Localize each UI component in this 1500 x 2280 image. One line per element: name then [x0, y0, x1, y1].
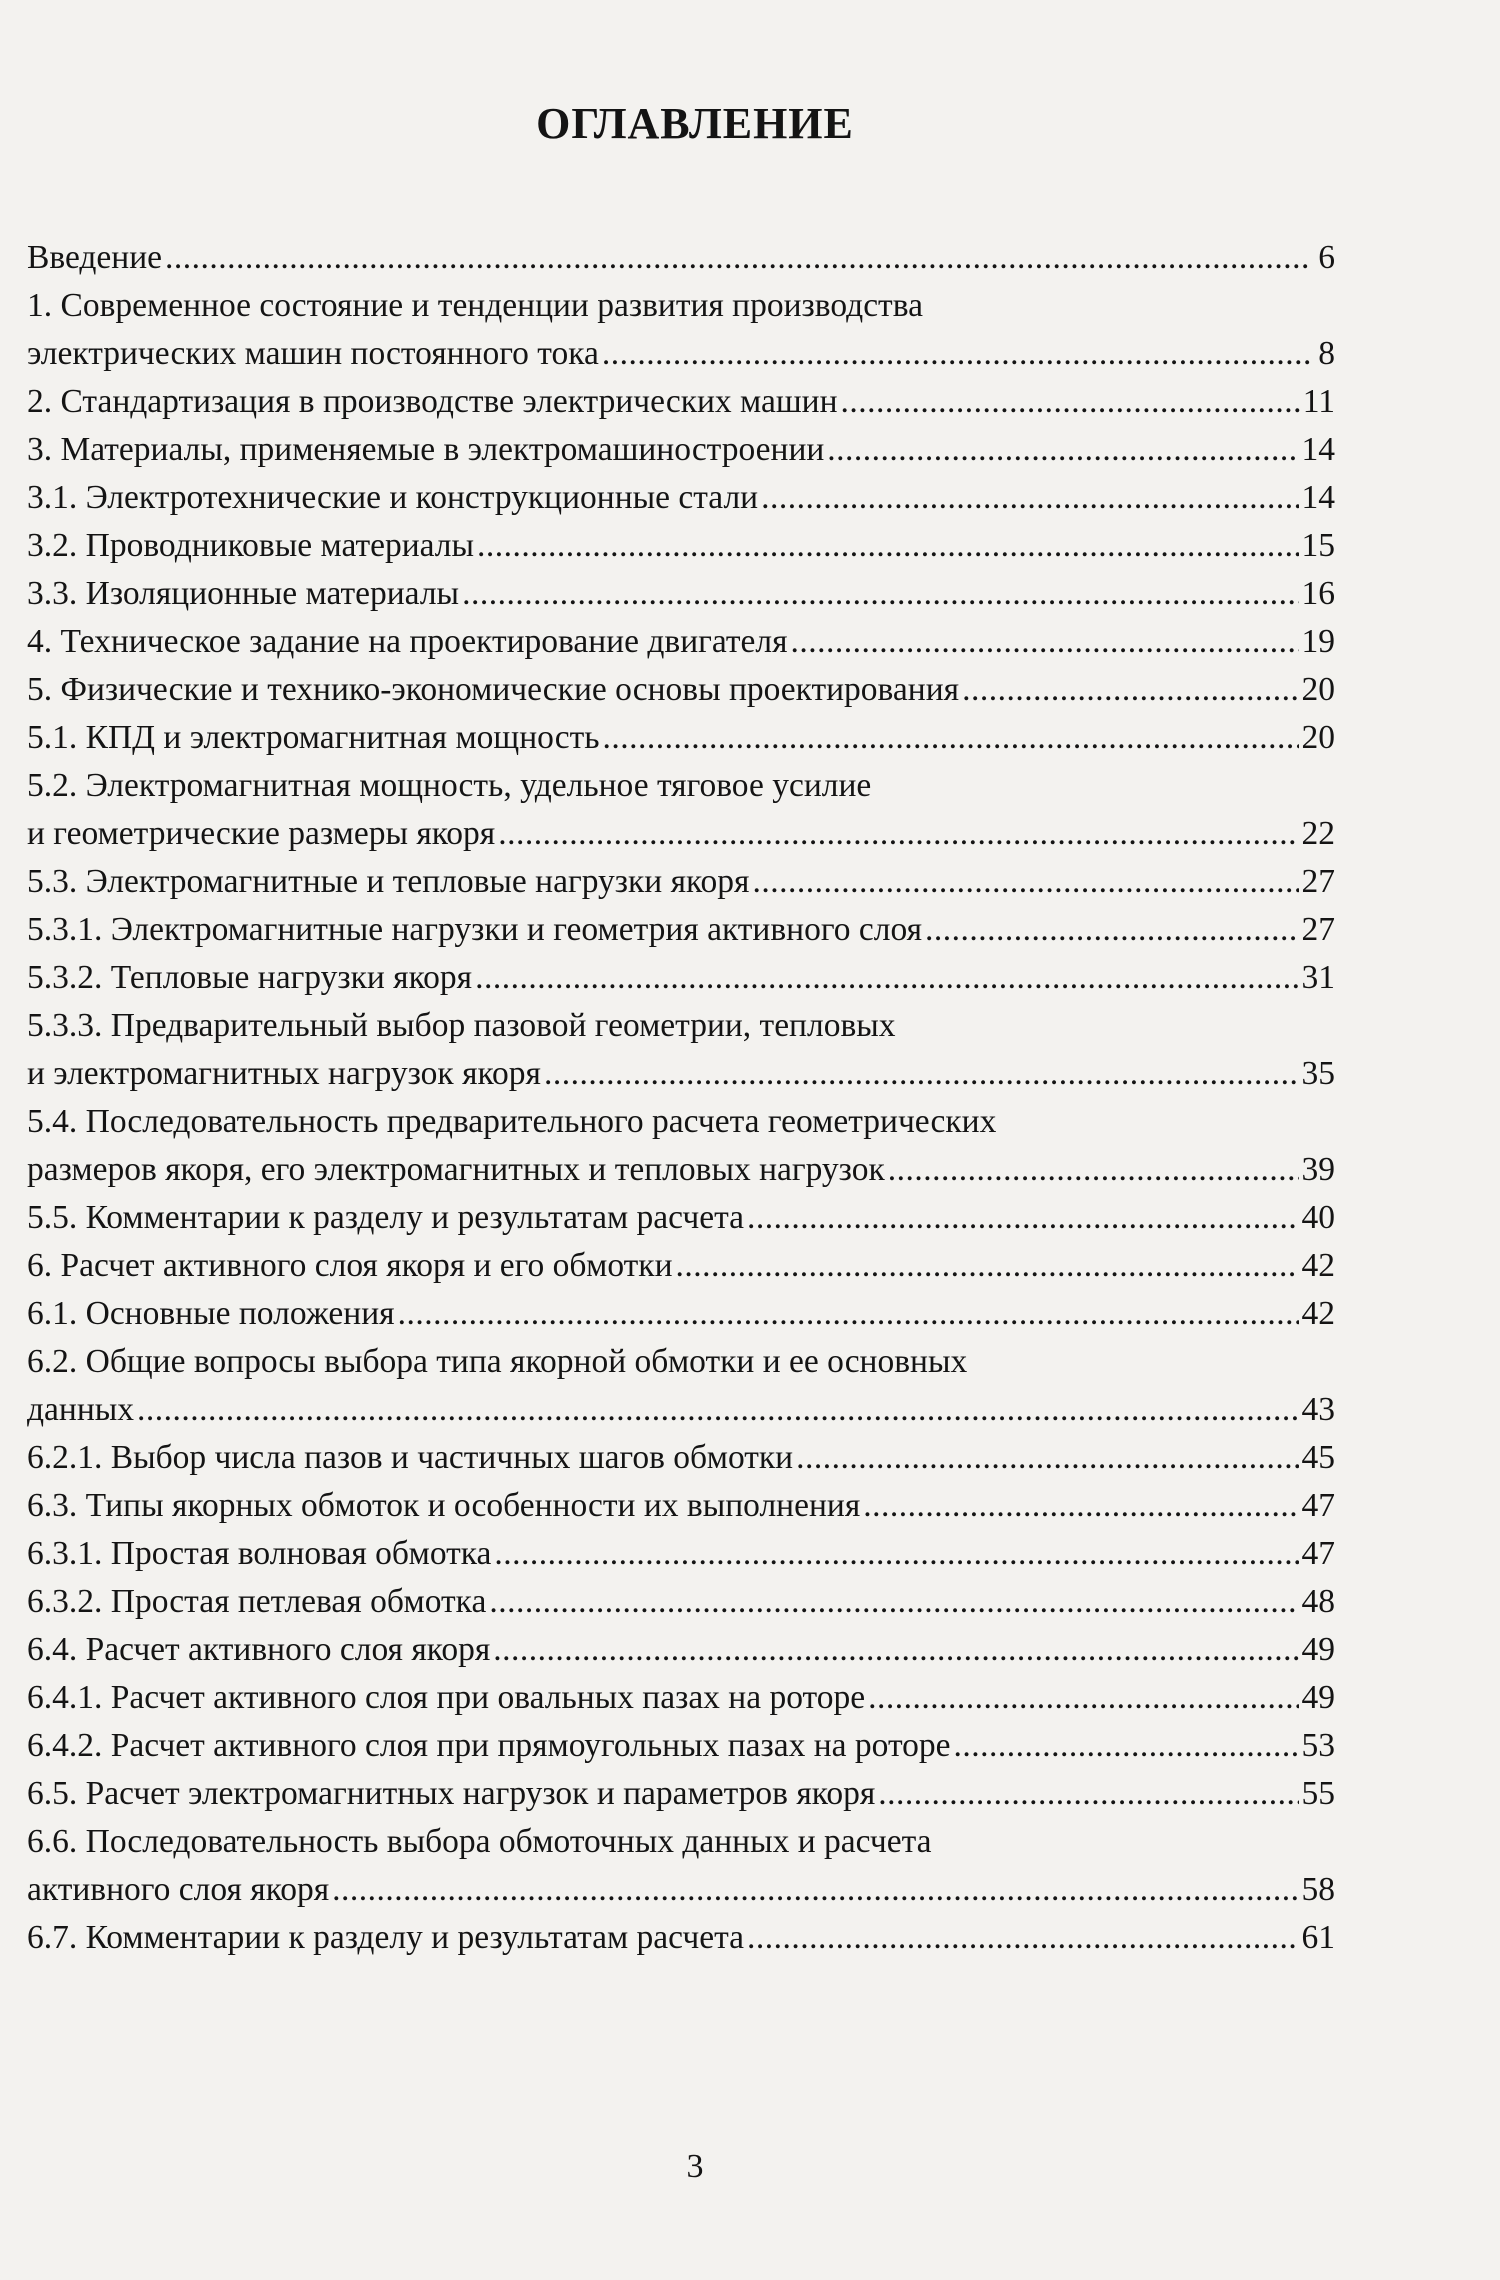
toc-entry-first-line: 6.2. Общие вопросы выбора типа якорной обмотки и ее основных	[27, 1343, 968, 1380]
dot-leader	[603, 714, 1299, 762]
dot-leader	[676, 1242, 1299, 1290]
toc-entry-line	[27, 570, 1335, 618]
toc-entry-page: 35	[1301, 1055, 1335, 1092]
toc-entry-line	[27, 1578, 1335, 1626]
toc-entry-page: 11	[1302, 383, 1335, 420]
toc-entry	[27, 1482, 1335, 1530]
toc-entry-line	[27, 906, 1335, 954]
dot-leader	[878, 1770, 1298, 1818]
dot-leader	[332, 1866, 1298, 1914]
toc-entry-line	[27, 1386, 1335, 1434]
toc-entry-page: 14	[1301, 479, 1335, 516]
dot-leader	[791, 618, 1299, 666]
toc-entry-title: электрических машин постоянного тока	[27, 335, 599, 372]
toc-entry-title: 6.2.1. Выбор числа пазов и частичных шагов обмотки	[27, 1439, 794, 1476]
toc-entry-title: и геометрические размеры якоря	[27, 815, 496, 852]
toc-entry-line	[27, 1050, 1335, 1098]
toc-entry-title: 6.3.2. Простая петлевая обмотка	[27, 1583, 487, 1620]
dot-leader	[954, 1722, 1299, 1770]
toc-entry-page: 14	[1301, 431, 1335, 468]
dot-leader	[747, 1194, 1298, 1242]
toc-entry	[27, 762, 1335, 858]
toc-entry-page: 55	[1301, 1775, 1335, 1812]
toc-entry-line	[27, 1482, 1335, 1530]
toc-entry	[27, 906, 1335, 954]
dot-leader	[475, 954, 1298, 1002]
dot-leader	[796, 1434, 1298, 1482]
toc-entry-title: 5.5. Комментарии к разделу и результатам расчета	[27, 1199, 745, 1236]
toc-entry-title: 6.4. Расчет активного слоя якоря	[27, 1631, 491, 1668]
toc-entry	[27, 378, 1335, 426]
toc-entry-first-line: 5.4. Последовательность предварительного расчета геометрических	[27, 1103, 997, 1140]
toc-entry-line	[27, 522, 1335, 570]
dot-leader	[863, 1482, 1298, 1530]
dot-leader	[493, 1626, 1298, 1674]
toc-entry-line	[27, 474, 1335, 522]
toc-entry-title: 6.4.2. Расчет активного слоя при прямоугольных пазах на роторе	[27, 1727, 951, 1764]
page-title: ОГЛАВЛЕНИЕ	[536, 99, 854, 148]
toc-entry	[27, 282, 1335, 378]
toc-entry-title: 5.1. КПД и электромагнитная мощность	[27, 719, 600, 756]
toc-entry-title: 2. Стандартизация в производстве электрических машин	[27, 383, 838, 420]
toc-entry-title: 3.3. Изоляционные материалы	[27, 575, 460, 612]
toc-entry-line	[27, 954, 1335, 1002]
toc-entry-title: 6.5. Расчет электромагнитных нагрузок и параметров якоря	[27, 1775, 876, 1812]
toc-entry	[27, 1722, 1335, 1770]
dot-leader	[602, 330, 1310, 378]
toc-entry-title: 3. Материалы, применяемые в электромашиностроении	[27, 431, 825, 468]
dot-leader	[137, 1386, 1298, 1434]
toc-entry-title: 6.3. Типы якорных обмоток и особенности их выполнения	[27, 1487, 861, 1524]
toc-entry-page: 27	[1301, 911, 1335, 948]
toc-entry	[27, 1626, 1335, 1674]
toc-entry-title: 6.3.1. Простая волновая обмотка	[27, 1535, 492, 1572]
toc-entry-page: 45	[1301, 1439, 1335, 1476]
toc-entry-title: и электромагнитных нагрузок якоря	[27, 1055, 541, 1092]
toc-entry	[27, 1434, 1335, 1482]
toc-entry-line	[27, 1530, 1335, 1578]
toc-entry	[27, 1818, 1335, 1914]
toc-entry	[27, 570, 1335, 618]
toc-entry	[27, 1770, 1335, 1818]
toc-entry-page: 6	[1318, 239, 1335, 276]
toc-entry-page: 48	[1301, 1583, 1335, 1620]
toc-entry-first-line: 5.2. Электромагнитная мощность, удельное тяговое усилие	[27, 767, 872, 804]
toc-entry-title: 5.3.2. Тепловые нагрузки якоря	[27, 959, 473, 996]
toc-entry-page: 39	[1301, 1151, 1335, 1188]
toc-entry-page: 43	[1301, 1391, 1335, 1428]
toc-entry	[27, 1194, 1335, 1242]
toc-entry-page: 27	[1301, 863, 1335, 900]
toc-entry-title: Введение	[27, 239, 163, 276]
toc-entry-page: 22	[1301, 815, 1335, 852]
dot-leader	[827, 426, 1298, 474]
toc-entry-page: 47	[1301, 1487, 1335, 1524]
toc-entry-page: 42	[1301, 1295, 1335, 1332]
dot-leader	[494, 1530, 1298, 1578]
toc-entry-line	[27, 1434, 1335, 1482]
toc-entry-title: 6.7. Комментарии к разделу и результатам расчета	[27, 1919, 745, 1956]
toc-entry-page: 20	[1301, 671, 1335, 708]
toc-entry-page: 15	[1301, 527, 1335, 564]
toc-entry-line	[27, 330, 1335, 378]
toc-entry-line	[27, 858, 1335, 906]
toc-entry-title: 6. Расчет активного слоя якоря и его обмотки	[27, 1247, 673, 1284]
toc-entry-line	[27, 1290, 1335, 1338]
toc-entry-page: 47	[1301, 1535, 1335, 1572]
toc-entry-line	[27, 1770, 1335, 1818]
toc-entry-line	[27, 234, 1335, 282]
toc-entry-title: активного слоя якоря	[27, 1871, 330, 1908]
table-of-contents	[27, 234, 1335, 1962]
toc-entry-first-line: 6.6. Последовательность выбора обмоточных данных и расчета	[27, 1823, 932, 1860]
toc-entry-line	[27, 1914, 1335, 1962]
toc-entry	[27, 1290, 1335, 1338]
toc-entry	[27, 858, 1335, 906]
toc-entry-line	[27, 1146, 1335, 1194]
toc-entry	[27, 474, 1335, 522]
toc-entry-first-line: 5.3.3. Предварительный выбор пазовой геометрии, тепловых	[27, 1007, 896, 1044]
toc-entry	[27, 666, 1335, 714]
toc-entry-title: данных	[27, 1391, 135, 1428]
dot-leader	[752, 858, 1298, 906]
toc-entry	[27, 954, 1335, 1002]
dot-leader	[841, 378, 1300, 426]
toc-entry-page: 58	[1301, 1871, 1335, 1908]
toc-entry-title: 5.3. Электромагнитные и тепловые нагрузки якоря	[27, 863, 750, 900]
toc-entry-page: 49	[1301, 1631, 1335, 1668]
toc-entry-title: 3.2. Проводниковые материалы	[27, 527, 475, 564]
toc-entry	[27, 1530, 1335, 1578]
toc-entry	[27, 1338, 1335, 1434]
toc-entry-page: 40	[1301, 1199, 1335, 1236]
dot-leader	[165, 234, 1310, 282]
toc-entry-line	[27, 1722, 1335, 1770]
toc-entry-page: 53	[1301, 1727, 1335, 1764]
toc-entry-page: 31	[1301, 959, 1335, 996]
dot-leader	[925, 906, 1299, 954]
dot-leader	[747, 1914, 1298, 1962]
toc-entry-title: 5. Физические и технико-экономические основы проектирования	[27, 671, 960, 708]
toc-entry-title: 6.1. Основные положения	[27, 1295, 395, 1332]
toc-entry-line	[27, 1866, 1335, 1914]
dot-leader	[544, 1050, 1299, 1098]
toc-entry	[27, 1242, 1335, 1290]
toc-entry	[27, 1914, 1335, 1962]
toc-entry-line	[27, 1626, 1335, 1674]
dot-leader	[868, 1674, 1298, 1722]
toc-entry-line	[27, 714, 1335, 762]
toc-entry-page: 19	[1301, 623, 1335, 660]
dot-leader	[888, 1146, 1299, 1194]
toc-entry-page: 49	[1301, 1679, 1335, 1716]
toc-entry	[27, 1674, 1335, 1722]
dot-leader	[489, 1578, 1298, 1626]
toc-entry	[27, 1002, 1335, 1098]
toc-entry-line	[27, 666, 1335, 714]
toc-entry-page: 16	[1301, 575, 1335, 612]
dot-leader	[398, 1290, 1299, 1338]
toc-entry-line	[27, 1674, 1335, 1722]
toc-entry-first-line: 1. Современное состояние и тенденции развития производства	[27, 287, 923, 324]
toc-entry-title: 6.4.1. Расчет активного слоя при овальных пазах на роторе	[27, 1679, 866, 1716]
toc-entry-line	[27, 1194, 1335, 1242]
toc-entry	[27, 234, 1335, 282]
toc-entry	[27, 1578, 1335, 1626]
toc-entry-page: 20	[1301, 719, 1335, 756]
toc-entry-line	[27, 378, 1335, 426]
toc-entry-title: 4. Техническое задание на проектирование двигателя	[27, 623, 788, 660]
dot-leader	[761, 474, 1298, 522]
toc-entry	[27, 522, 1335, 570]
toc-entry-line	[27, 810, 1335, 858]
dot-leader	[498, 810, 1298, 858]
toc-entry-title: 5.3.1. Электромагнитные нагрузки и геометрия активного слоя	[27, 911, 922, 948]
toc-entry-page: 8	[1318, 335, 1335, 372]
toc-entry-page: 61	[1301, 1919, 1335, 1956]
toc-entry-line	[27, 1242, 1335, 1290]
dot-leader	[962, 666, 1298, 714]
page-number: 3	[686, 2148, 704, 2185]
toc-entry-line	[27, 426, 1335, 474]
toc-entry	[27, 618, 1335, 666]
toc-entry	[27, 714, 1335, 762]
dot-leader	[462, 570, 1298, 618]
toc-entry	[27, 426, 1335, 474]
toc-entry-title: размеров якоря, его электромагнитных и тепловых нагрузок	[27, 1151, 885, 1188]
dot-leader	[477, 522, 1298, 570]
toc-entry	[27, 1098, 1335, 1194]
toc-entry-title: 3.1. Электротехнические и конструкционные стали	[27, 479, 759, 516]
toc-entry-line	[27, 618, 1335, 666]
toc-entry-page: 42	[1301, 1247, 1335, 1284]
